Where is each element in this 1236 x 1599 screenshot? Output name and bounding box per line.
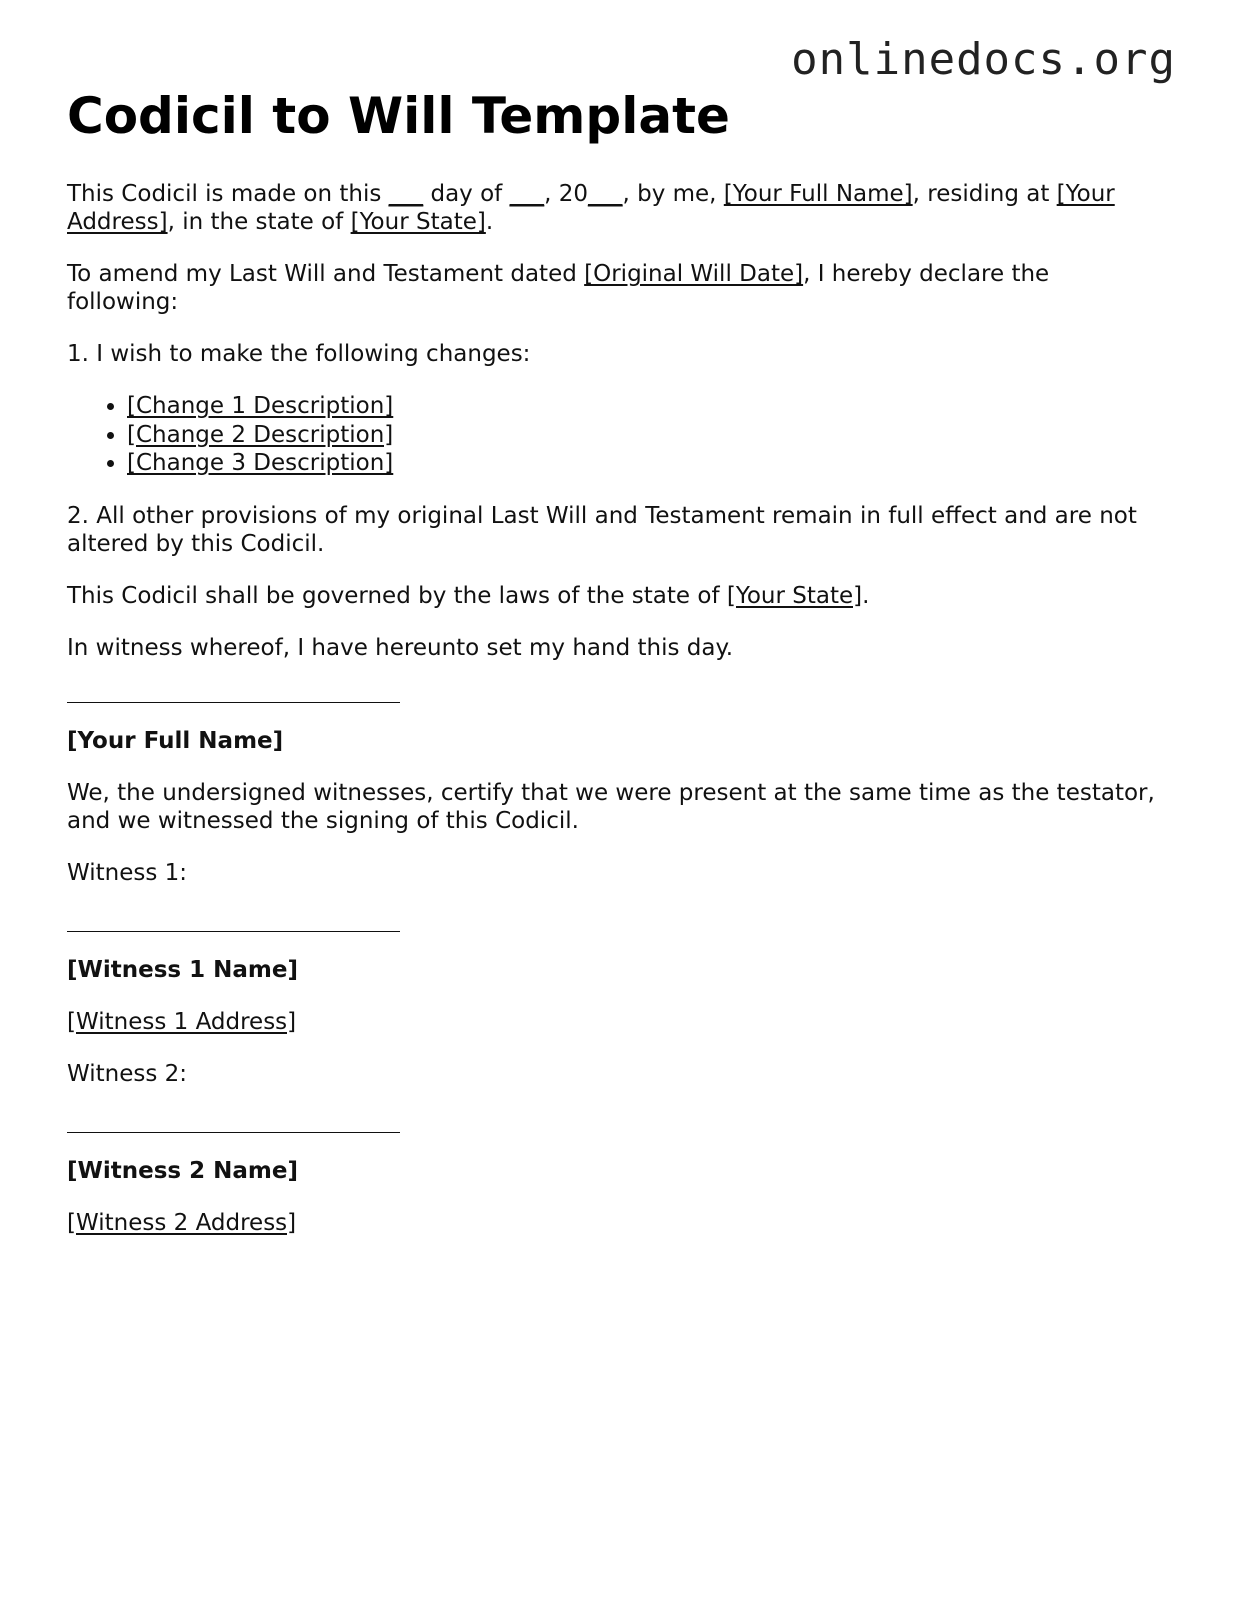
changes-list xyxy=(67,392,1167,478)
change-2-field[interactable]: [Change 2 Description] xyxy=(127,421,394,448)
intro-text-2: day of xyxy=(423,181,510,207)
intro-text-4: , by me, xyxy=(622,181,724,207)
list-item xyxy=(127,449,1167,478)
document-title: Codicil to Will Template xyxy=(67,87,730,145)
original-will-date-field[interactable]: [Original Will Date] xyxy=(584,261,804,287)
amend-paragraph xyxy=(67,260,1167,316)
governed-text-2: . xyxy=(862,582,870,609)
month-blank[interactable]: ___ xyxy=(509,181,545,207)
day-blank[interactable]: ___ xyxy=(388,181,424,207)
witness-1-address-paragraph xyxy=(67,1008,1167,1036)
intro-text-1: This Codicil is made on this xyxy=(67,181,389,207)
state-field[interactable]: [Your State] xyxy=(350,209,486,235)
item-2-paragraph: 2. All other provisions of my original Last Will and Testament remain in full effect and are not altered by this Codicil. xyxy=(67,502,1137,557)
intro-text-7: . xyxy=(485,209,494,235)
change-3-field[interactable]: [Change 3 Description] xyxy=(127,450,394,476)
full-name-field[interactable]: [Your Full Name] xyxy=(723,181,913,207)
witness-1-label: Witness 1: xyxy=(67,859,188,886)
intro-text-3: , 20 xyxy=(544,181,588,207)
watermark-logo: onlinedocs.org xyxy=(791,34,1176,85)
address-field[interactable]: [Your Address] xyxy=(67,181,1115,235)
witness-2-signature-line[interactable] xyxy=(67,1132,400,1133)
intro-paragraph xyxy=(67,180,1167,236)
testator-name: [Your Full Name] xyxy=(67,727,284,754)
witness-2-name: [Witness 2 Name] xyxy=(67,1157,298,1184)
witness-1-name: [Witness 1 Name] xyxy=(67,956,298,983)
witness-whereof-paragraph: In witness whereof, I have hereunto set my hand this day. xyxy=(67,634,734,661)
testator-signature-line[interactable] xyxy=(67,702,400,703)
list-item xyxy=(127,421,1167,450)
certify-paragraph: We, the undersigned witnesses, certify that we were present at the same time as the testator, and we witnessed the signing of this Codicil. xyxy=(67,779,1155,834)
witness-1-signature-line[interactable] xyxy=(67,931,400,932)
change-1-field[interactable]: [Change 1 Description] xyxy=(127,393,394,419)
governed-state-field[interactable]: [Your State] xyxy=(726,582,863,609)
witness-1-address-field[interactable]: [Witness 1 Address] xyxy=(67,1008,297,1035)
amend-text-2: , I hereby declare the following: xyxy=(67,261,1050,315)
witness-2-label: Witness 2: xyxy=(67,1060,188,1087)
intro-text-6: , in the state of xyxy=(167,209,351,235)
year-blank[interactable]: ___ xyxy=(587,181,623,207)
list-item xyxy=(127,392,1167,421)
governed-text-1: This Codicil shall be governed by the laws of the state of xyxy=(67,582,727,609)
witness-2-address-field[interactable]: [Witness 2 Address] xyxy=(67,1209,297,1236)
governed-paragraph xyxy=(67,582,1167,610)
document-body xyxy=(67,86,1167,1261)
item-1-heading: 1. I wish to make the following changes: xyxy=(67,341,531,367)
intro-text-5: , residing at xyxy=(912,181,1057,207)
witness-2-address-paragraph xyxy=(67,1209,1167,1237)
amend-text-1: To amend my Last Will and Testament dated xyxy=(67,261,585,287)
